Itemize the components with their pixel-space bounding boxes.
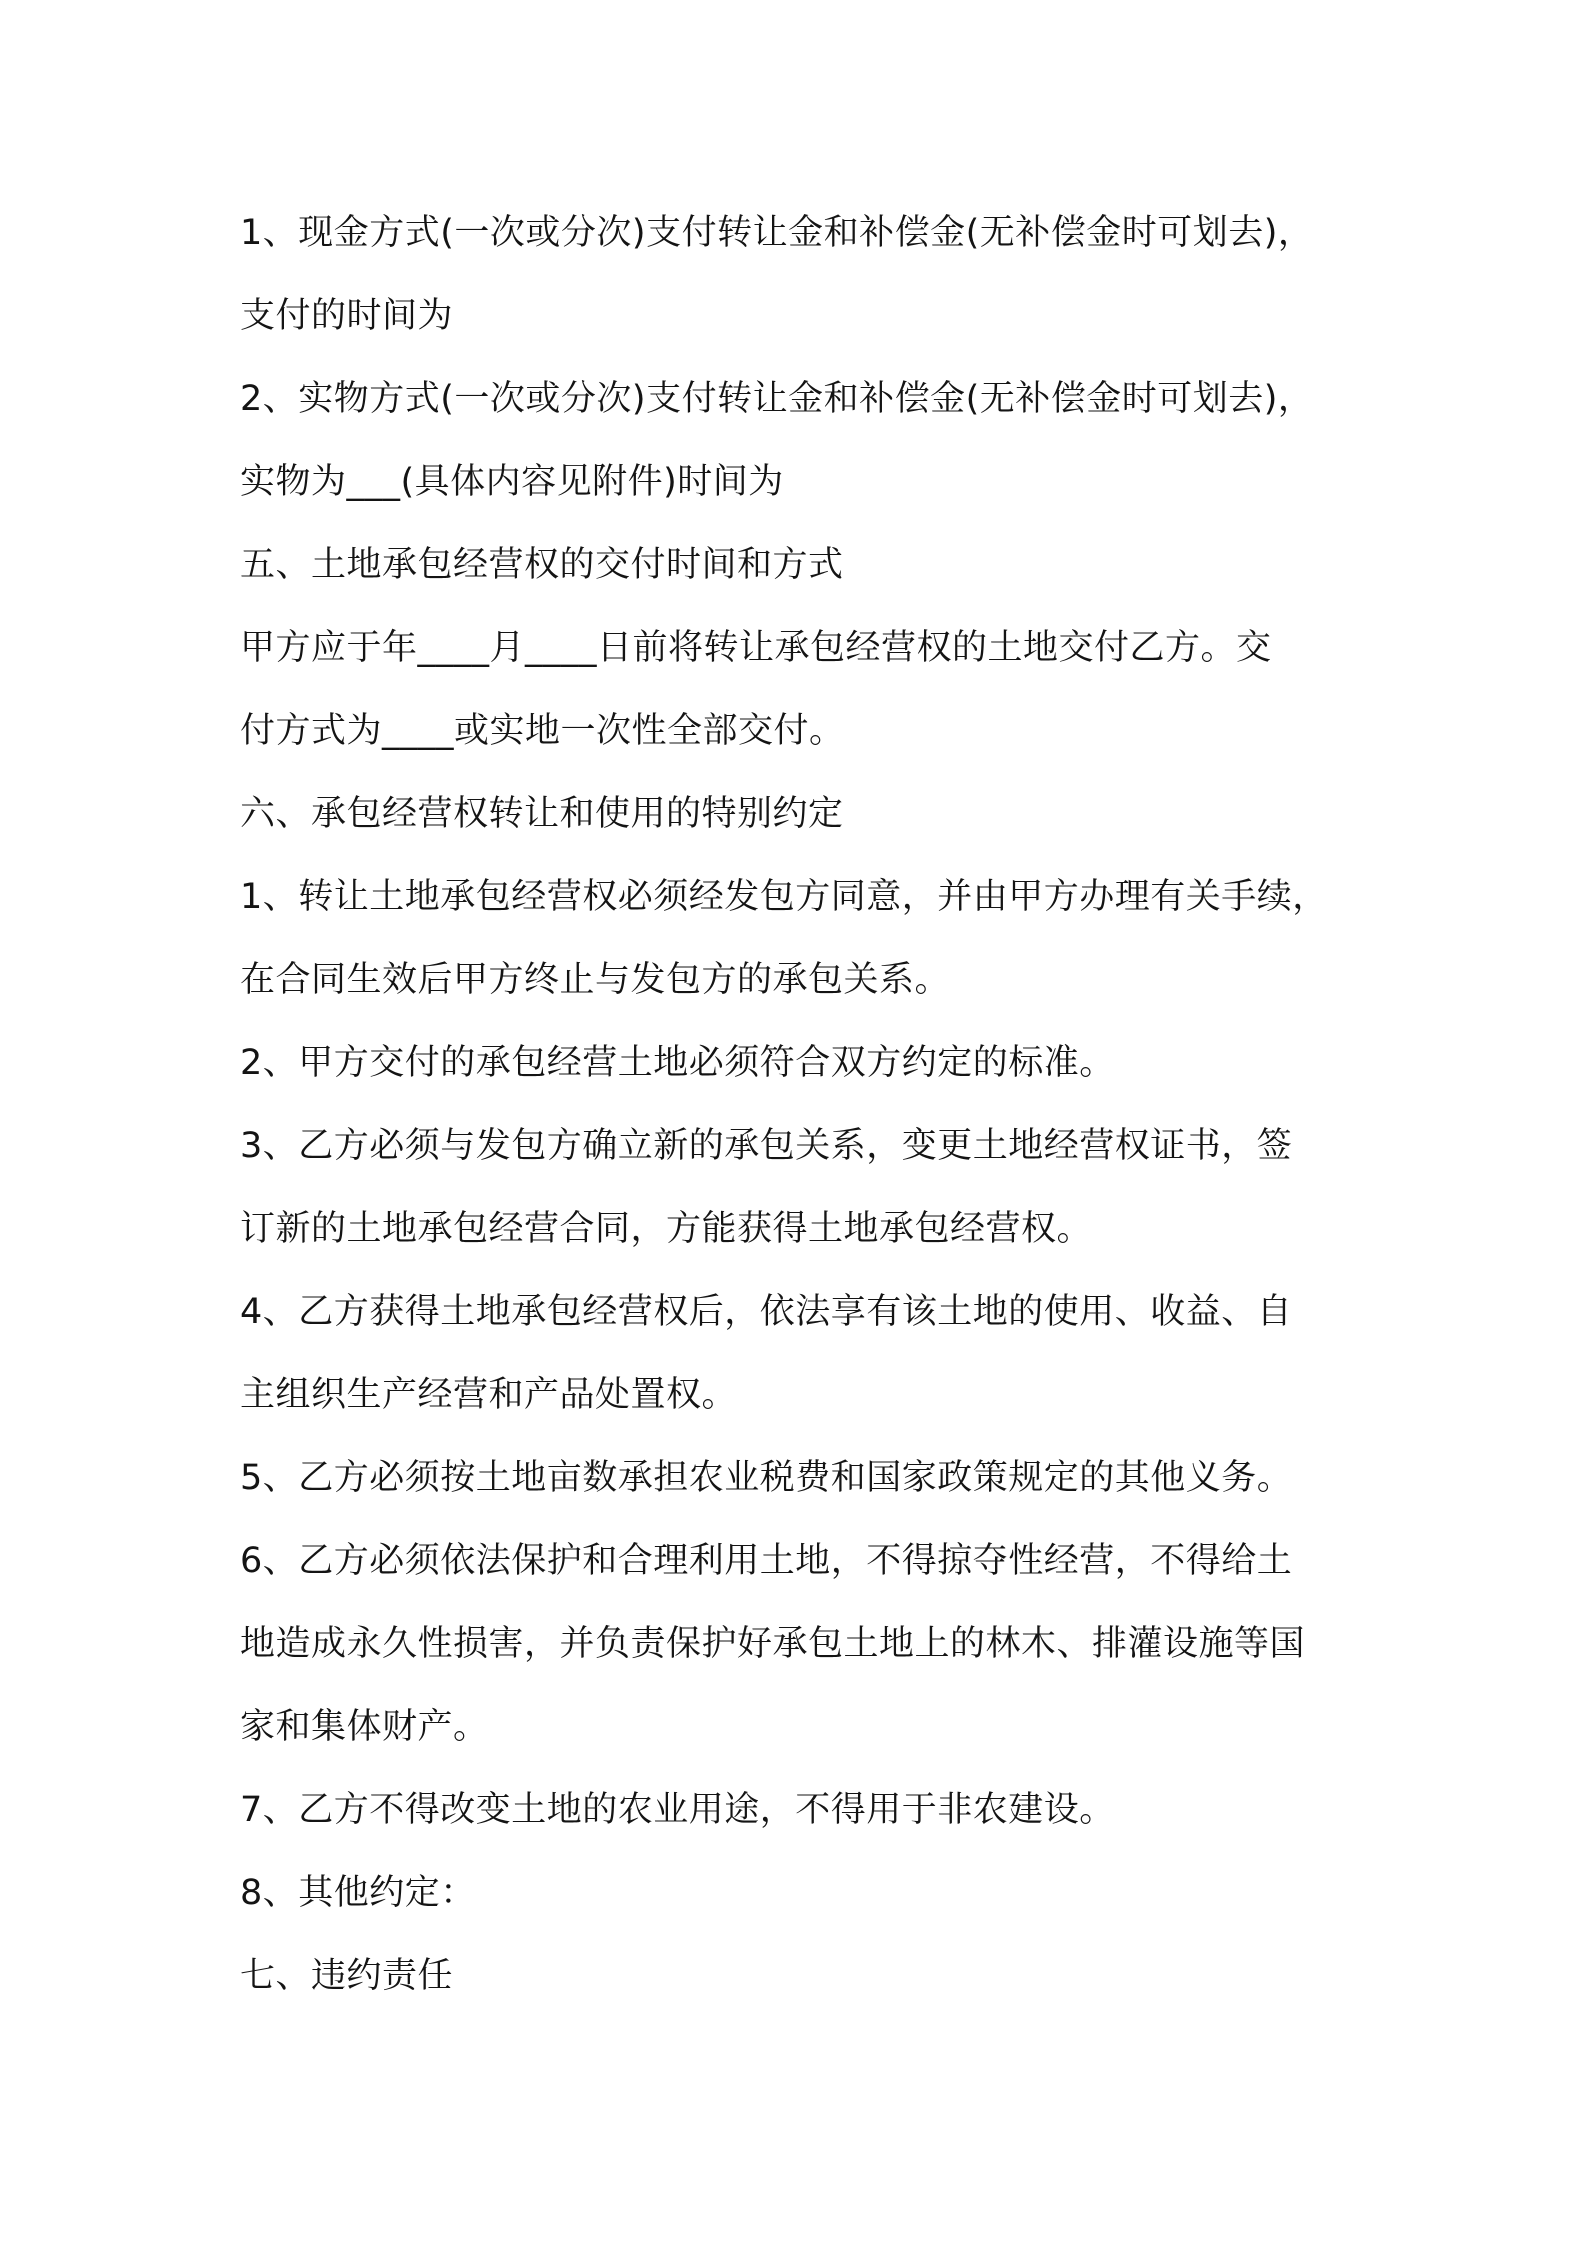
text-line-term-8: 8、其他约定：: [240, 1873, 476, 1913]
text-line-term-2: 2、甲方交付的承包经营土地必须符合双方约定的标准。: [240, 1043, 1115, 1083]
document-body: [240, 192, 1380, 2018]
text-line-term-6a: 6、乙方必须依法保护和合理利用土地，不得掠夺性经营，不得给土: [240, 1541, 1293, 1581]
section-heading-liability: 七、违约责任: [240, 1956, 454, 1996]
text-line-term-5: 5、乙方必须按土地亩数承担农业税费和国家政策规定的其他义务。: [240, 1458, 1293, 1498]
text-line-payment-cash: 1、现金方式(一次或分次)支付转让金和补偿金(无补偿金时可划去)，: [240, 213, 1314, 253]
text-line-delivery-method: 付方式为____或实地一次性全部交付。: [240, 711, 845, 751]
text-line-term-4b: 主组织生产经营和产品处置权。: [240, 1375, 738, 1415]
text-line-term-4a: 4、乙方获得土地承包经营权后，依法享有该土地的使用、收益、自: [240, 1292, 1293, 1332]
text-line-term-3a: 3、乙方必须与发包方确立新的承包关系，变更土地经营权证书，签: [240, 1126, 1293, 1166]
text-line-term-1a: 1、转让土地承包经营权必须经发包方同意，并由甲方办理有关手续，: [240, 877, 1328, 917]
text-line-delivery-date: 甲方应于年____月____日前将转让承包经营权的土地交付乙方。交: [240, 628, 1272, 668]
text-line-payment-kind-detail: 实物为___(具体内容见附件)时间为: [240, 462, 784, 502]
text-line-payment-cash-time: 支付的时间为: [240, 296, 454, 336]
text-line-term-1b: 在合同生效后甲方终止与发包方的承包关系。: [240, 960, 951, 1000]
text-line-term-3b: 订新的土地承包经营合同，方能获得土地承包经营权。: [240, 1209, 1093, 1249]
text-line-payment-kind: 2、实物方式(一次或分次)支付转让金和补偿金(无补偿金时可划去)，: [240, 379, 1314, 419]
text-line-term-7: 7、乙方不得改变土地的农业用途，不得用于非农建设。: [240, 1790, 1115, 1830]
section-heading-special-terms: 六、承包经营权转让和使用的特别约定: [240, 794, 844, 834]
section-heading-delivery: 五、土地承包经营权的交付时间和方式: [240, 545, 844, 585]
text-line-term-6b: 地造成永久性损害，并负责保护好承包土地上的林木、排灌设施等国: [240, 1624, 1306, 1664]
text-line-term-6c: 家和集体财产。: [240, 1707, 489, 1747]
